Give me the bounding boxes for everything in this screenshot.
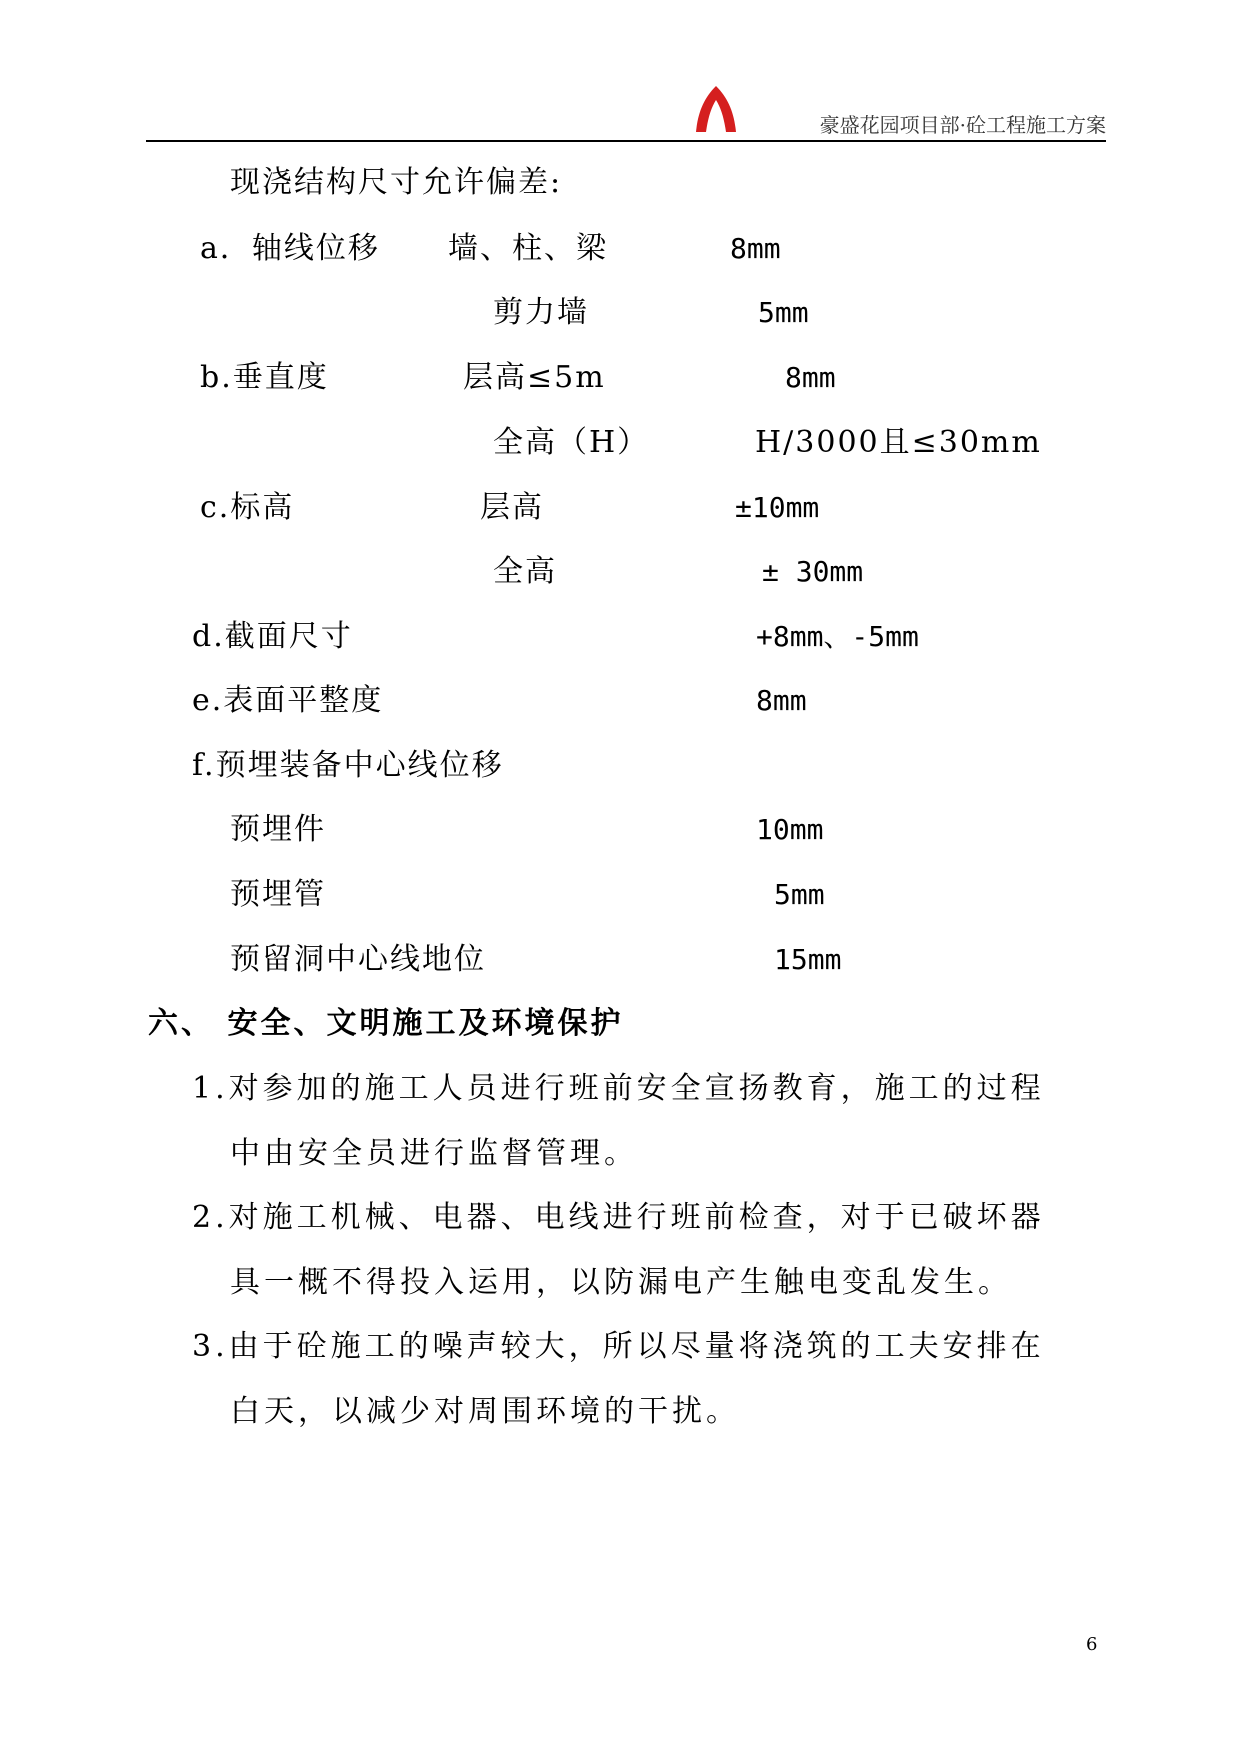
section-6-para-2-line-1: 2.对施工机械、电器、电线进行班前检查，对于已破坏器: [192, 1200, 1045, 1235]
tolerance-f1-item: 预埋件: [230, 812, 326, 847]
tolerance-b-label: b.垂直度: [200, 360, 329, 395]
header-divider: [146, 140, 1106, 142]
tolerance-b1-value: 8mm: [785, 361, 836, 394]
tolerance-a2-item: 剪力墙: [493, 295, 589, 330]
section-6-para-1-line-2: 中由安全员进行监督管理。: [230, 1136, 638, 1171]
tolerance-b1-item: 层高≤5m: [463, 360, 606, 395]
section-6-para-2-line-2: 具一概不得投入运用，以防漏电产生触电变乱发生。: [230, 1265, 1012, 1300]
tolerance-d-label: d.截面尺寸: [192, 619, 353, 654]
tolerance-d-value: +8mm、-5mm: [756, 620, 919, 653]
tolerance-f3-value: 15mm: [774, 943, 842, 976]
tolerance-c2-item: 全高: [493, 554, 557, 589]
tolerance-f-label: f.预埋装备中心线位移: [192, 748, 504, 783]
tolerance-e-value: 8mm: [756, 684, 807, 717]
section-6-heading: 六、 安全、文明施工及环境保护: [148, 1006, 624, 1041]
tolerance-a1-value: 8mm: [730, 232, 781, 265]
tolerance-f2-item: 预埋管: [230, 877, 326, 912]
section-6-para-3-line-1: 3.由于砼施工的噪声较大，所以尽量将浇筑的工夫安排在: [192, 1329, 1045, 1364]
company-logo-icon: [686, 80, 746, 138]
tolerance-f1-value: 10mm: [756, 813, 824, 846]
tolerance-b2-value: H/3000且≤30mm: [755, 425, 1042, 460]
tolerance-c-label: c.标高: [200, 490, 295, 525]
tolerance-f3-item: 预留洞中心线地位: [230, 942, 486, 977]
header-title: 豪盛花园项目部·砼工程施工方案: [819, 113, 1106, 137]
page-header: [146, 80, 1106, 144]
tolerance-a1-item: 墙、柱、梁: [448, 231, 608, 266]
tolerance-f2-value: 5mm: [774, 878, 825, 911]
tolerance-b2-item: 全高（H）: [493, 425, 650, 460]
tolerance-a2-value: 5mm: [758, 296, 809, 329]
tolerance-c1-item: 层高: [480, 490, 544, 525]
tolerance-e-label: e.表面平整度: [192, 683, 384, 718]
tolerance-c1-value: ±10mm: [735, 491, 820, 524]
section-6-para-1-line-1: 1.对参加的施工人员进行班前安全宣扬教育，施工的过程: [192, 1071, 1045, 1106]
page-number: 6: [1086, 1634, 1098, 1655]
tolerance-c2-value: ± 30mm: [762, 555, 864, 588]
tolerance-a-label: a．轴线位移: [200, 231, 380, 266]
section-6-para-3-line-2: 白天，以减少对周围环境的干扰。: [230, 1394, 740, 1429]
intro-text: 现浇结构尺寸允许偏差:: [230, 165, 563, 200]
